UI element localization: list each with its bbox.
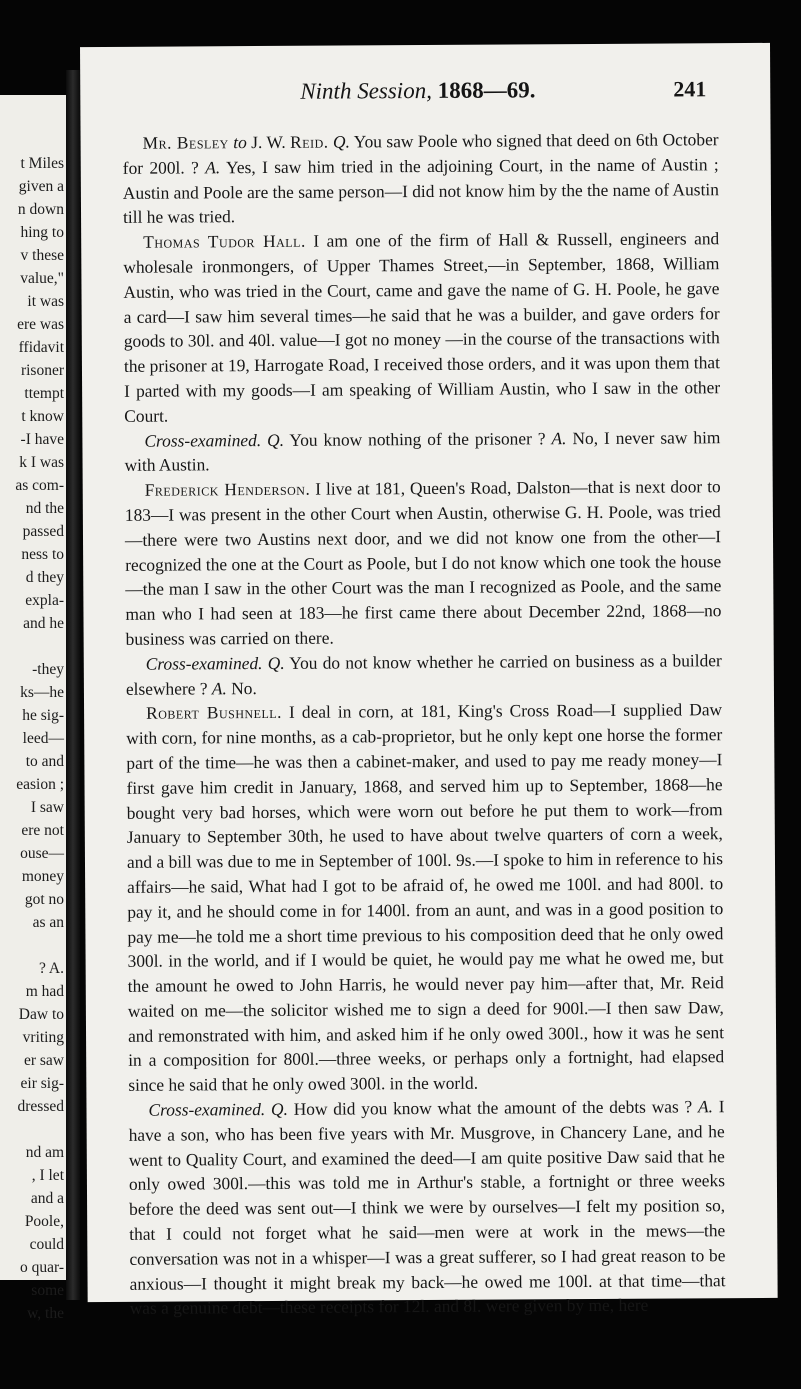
witness-name: Frederick Henderson.	[144, 478, 311, 500]
left-page-line: hing to	[20, 224, 64, 241]
session-year: 1868—69.	[437, 77, 536, 103]
left-page-line: -they	[32, 661, 64, 678]
left-page-line: nd am	[25, 1144, 64, 1161]
running-head	[80, 76, 770, 110]
left-page-line: w, the	[27, 1305, 64, 1322]
left-page-line: dressed	[17, 1098, 64, 1115]
left-page-line: he sig-	[22, 707, 64, 724]
left-page-line: value,"	[20, 270, 64, 287]
left-page-line: easion ;	[16, 776, 64, 793]
left-page-line: eir sig-	[20, 1075, 64, 1092]
left-page-line: o quar-	[19, 1259, 64, 1276]
witness-name: Thomas Tudor Hall.	[143, 230, 306, 252]
left-page-line: and a	[30, 1190, 64, 1207]
left-page-line: t know	[21, 408, 64, 425]
left-page-line: money	[21, 868, 64, 885]
paragraph-henderson: Frederick Henderson. I live at 181, Queen's Road, Dalston—that is next door to 183—I was present in the other Court when Austin, otherwise G. H. Poole, was tried—there were two Austins next door, and we did not know one from the other—I recognized the one at the Court as Poole, but I do not know which one took the house—the man I saw in the other Court was the man I recognized as Poole, and the same man who I had seen at 183—he first came there about December 22nd, 1868—no business was carried on there.	[124, 476, 722, 649]
left-page-line: could	[29, 1236, 64, 1253]
answer-marker: A.	[551, 427, 567, 448]
left-page-line: ffidavit	[18, 339, 64, 356]
question-marker: Q.	[270, 1098, 288, 1120]
left-page-line: ttempt	[24, 385, 64, 402]
paragraph-bushnell: Robert Bushnell. I deal in corn, at 181, King's Cross Road—I supplied Daw with corn, for nine months, as a cab-proprietor, but he only kept one horse the former part of the time—he was then a cabinet-maker, and used to pay me ready money—I first gave him credit in January, 1868, and served him up to September, 1868—he bought very bad horses, which were worn out before he put them to work—from January to September 30th, he used to have about twelve quarters of corn a week, and a bill was due to me in September of 100l. 9s.—I spoke to him in reference to his affairs—he said, What had I got to be afraid of, he owed me 100l. and had 800l. to pay it, and he should come in for 1400l. from an aunt, and was in a good position to pay me—he told me a short time previous to his composition deed that he only owed 300l. in the world, and if I would be quiet, he would pay me what he owed me, but the amount he owed to John Harris, he would never pay him—after that, Mr. Reid waited on me—the solicitor wished me to sign a deed for 900l.—I then saw Daw, and remonstrated with him, and asked him if he only owed 300l., how it was he sent in a composition for 800l.—three weeks, or perhaps only a fortnight, had elapsed since he said that he only owed 300l. in the world.	[126, 699, 725, 1096]
paragraph-bushnell-cross: Cross-examined. Q. How did you know what the amount of the debts was ? A. I have a son, who has been five years with Mr. Musgrove, in Chancery Lane, and he went to Quality Court, and examined the deed—I am quite positive Daw said that he only owed 300l.—this was told me in Arthur's stable, a fortnight or three weeks before the deed was sent out—I think we were by ourselves—I felt my position so, that I could not forget what he said—men were at work in the mews—the conversation was not in a whisper—I was a great sufferer, so I had great reason to be anxious—I thought it might break my back—he owed me 100l. at that time—that was a genuine debt—these receipts for 12l. and 8l. were given by me, here	[128, 1096, 726, 1319]
page-number: 241	[673, 76, 707, 102]
paragraph-hall: Thomas Tudor Hall. I am one of the firm of Hall & Russell, engineers and wholesale ironmongers, of Upper Thames Street,—in September, 1868, William Austin, who was tried in the Court, came and gave the name of G. H. Poole, he gave a card—I saw him several times—he said that he was a builder, and gave orders for goods to 30l. and 40l. value—I got no money —in the course of the transactions with the prisoner at 19, Harrogate Road, I received those orders, and it was upon them that I parted with my goods—I am speaking of William Austin, who I saw in the other Court.	[123, 228, 721, 426]
cross-examined-label: Cross-examined.	[144, 429, 262, 451]
question-marker: Q.	[267, 429, 285, 450]
left-page-line: passed	[22, 523, 64, 540]
cross-examined-label: Cross-examined.	[148, 1099, 266, 1120]
question-marker: Q.	[332, 131, 350, 152]
right-page	[80, 43, 778, 1319]
left-page-line: m had	[25, 983, 64, 1000]
left-page-line: v these	[20, 247, 64, 264]
left-page-line: -I have	[20, 431, 64, 448]
left-page-line: risoner	[20, 362, 64, 379]
left-page-line: Poole,	[24, 1213, 64, 1230]
left-page-edge	[0, 95, 69, 1322]
left-page-line: I saw	[30, 799, 64, 816]
testimony-text	[123, 127, 726, 1321]
paragraph-besley: Mr. Besley to J. W. Reid. Q. You saw Poole who signed that deed on 6th October for 200l. ? A. Yes, I saw him tried in the adjoining Court, in the name of Austin ; Austin and Poole are the same person—I did not know him by the the name of Austin till he was tried.	[122, 129, 719, 228]
paragraph-hall-cross: Cross-examined. Q. You know nothing of the prisoner ? A. No, I never saw him with Austin.	[124, 426, 721, 476]
left-page-line: it was	[27, 293, 64, 310]
left-page-line: nd the	[25, 500, 64, 517]
book-gutter	[66, 70, 80, 1300]
witness-name: Robert Bushnell.	[146, 702, 283, 724]
left-page-line: n down	[17, 201, 64, 218]
speaker-name: Mr. Besley	[142, 132, 229, 153]
left-page-line: vriting	[22, 1029, 64, 1046]
left-page-line: t Miles	[20, 155, 64, 172]
answer-marker: A.	[205, 157, 221, 178]
left-page-line: , I let	[31, 1167, 64, 1184]
answer-marker: A.	[697, 1096, 713, 1117]
running-title	[300, 77, 535, 104]
left-page-line: some	[31, 1282, 64, 1299]
left-page-line: got no	[24, 891, 64, 908]
left-page-line: ouse—	[20, 845, 64, 862]
left-page-line: and he	[23, 615, 64, 632]
left-page-line: given a	[18, 178, 64, 195]
left-page-line: ks—he	[20, 684, 64, 701]
left-page-line: as an	[32, 914, 64, 931]
left-page-line: to and	[25, 753, 64, 770]
left-page-line: ? A.	[39, 960, 64, 977]
left-page-line: er saw	[23, 1052, 64, 1069]
cross-examined-label: Cross-examined.	[145, 652, 263, 674]
left-page-line: ere was	[17, 316, 64, 333]
left-page-line: ness to	[21, 546, 64, 563]
paragraph-henderson-cross: Cross-examined. Q. You do not know whether he carried on business as a builder elsewhere ? A. No.	[125, 649, 722, 699]
left-page-line: ere not	[21, 822, 64, 839]
left-page-line: Daw to	[18, 1006, 64, 1023]
left-page-line: expla-	[25, 592, 64, 609]
left-page-line: k I was	[19, 454, 64, 471]
left-page-line: leed—	[22, 730, 64, 747]
question-marker: Q.	[267, 652, 285, 673]
session-label: Ninth Session,	[300, 77, 432, 104]
left-page-line: d they	[25, 569, 64, 586]
left-page-line: as com-	[15, 477, 64, 494]
answer-marker: A.	[211, 677, 227, 698]
